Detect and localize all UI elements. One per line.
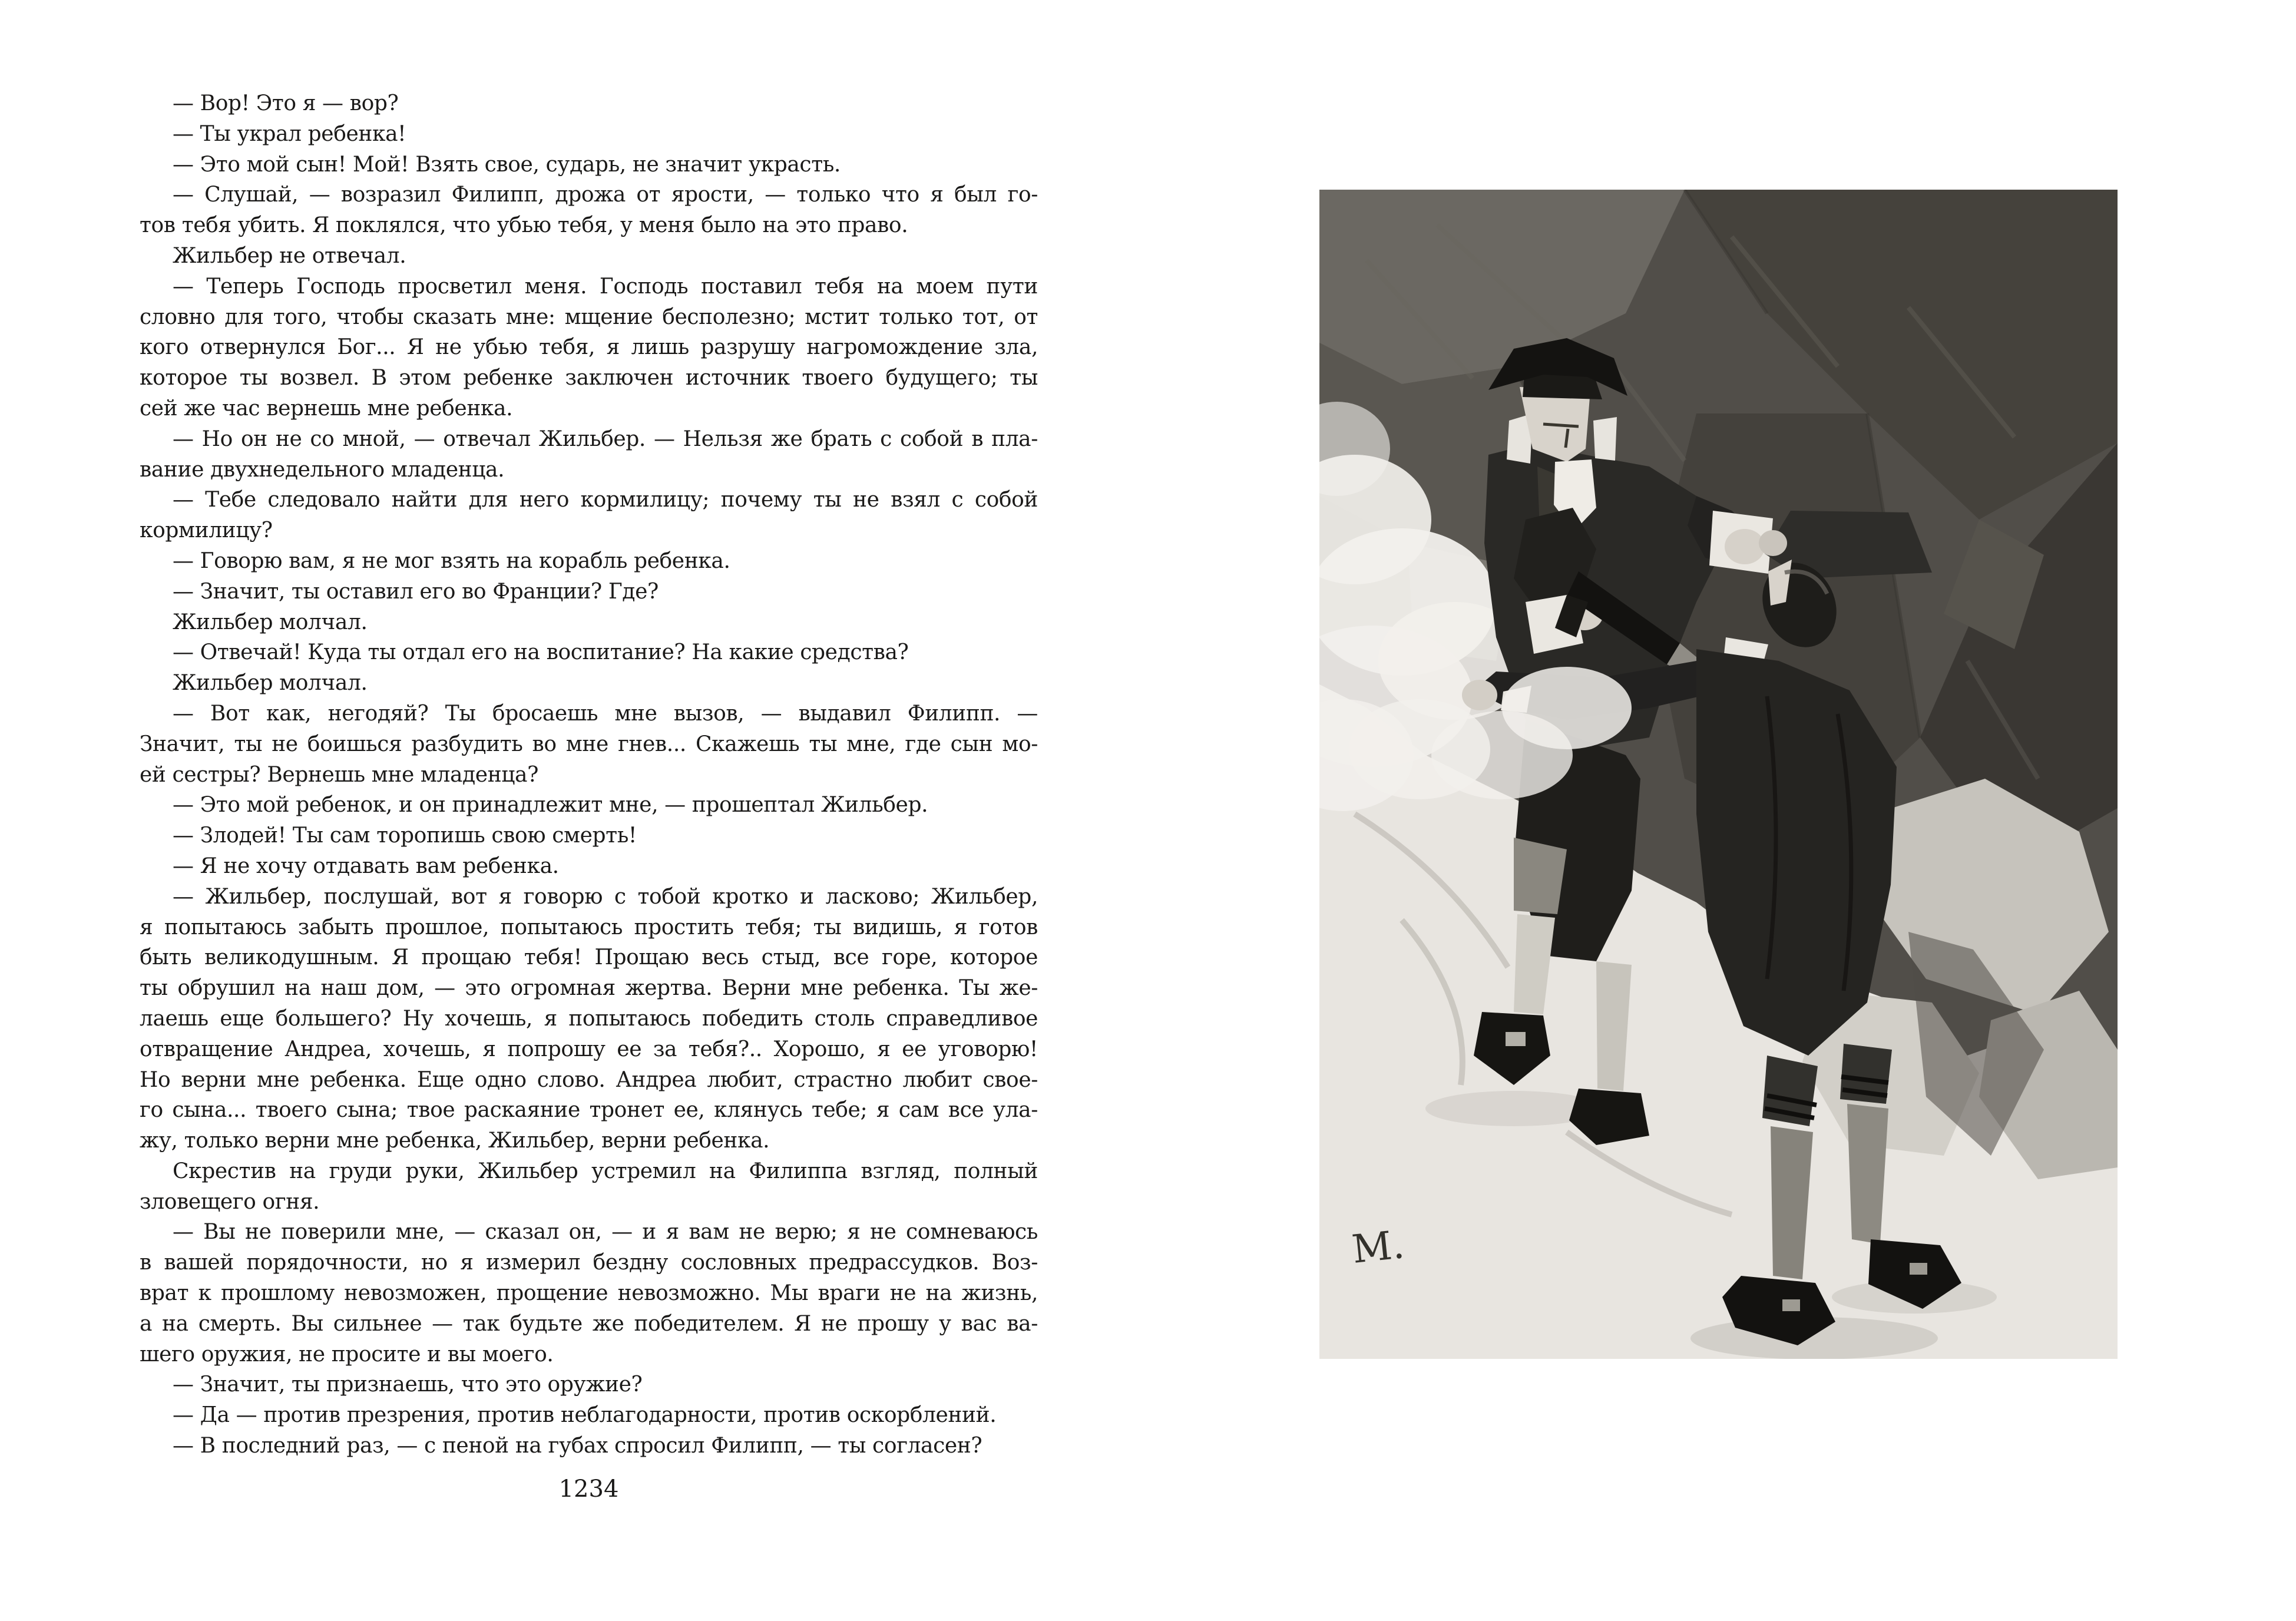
text-line: Жильбер молчал. [173, 671, 368, 696]
text-line: ей сестры? Вернешь мне младенца? [140, 762, 539, 787]
text-line: — Слушай, — возразил Филипп, дрожа от ярости, — только что я был го- [173, 183, 1038, 207]
text-line: — Отвечай! Куда ты отдал его на воспитание? На какие средства? [173, 640, 909, 665]
text-line: Жильбер не отвечал. [173, 243, 406, 268]
text-line: Значит, ты не боишься разбудить во мне гнев... Скажешь ты мне, где сын мо- [140, 732, 1038, 756]
text-line: Скрестив на груди руки, Жильбер устремил на Филиппа взгляд, полный [173, 1159, 1038, 1183]
text-line: врат к прошлому невозможен, прощение невозможно. Мы враги не на жизнь, [140, 1281, 1038, 1306]
text-line: — Вор! Это я — вор? [173, 91, 399, 115]
text-line: вание двухнедельного младенца. [140, 457, 505, 482]
text-line: Жильбер молчал. [173, 610, 368, 634]
text-line: жу, только верни мне ребенка, Жильбер, верни ребенка. [140, 1129, 770, 1153]
text-line: — Но он не со мной, — отвечал Жильбер. — Нельзя же брать с собой в пла- [173, 426, 1038, 451]
page-number: 1234 [558, 1476, 619, 1503]
text-line: зловещего огня. [140, 1189, 320, 1214]
text-line: — Вы не поверили мне, — сказал он, — и я вам не верю; я не сомневаюсь [173, 1220, 1038, 1245]
text-line: словно для того, чтобы сказать мне: мщение бесполезно; мстит только тот, от [140, 305, 1038, 329]
text-line: отвращение Андреа, хочешь, я попрошу ее за тебя?.. Хорошо, я ее уговорю! [140, 1037, 1038, 1061]
text-line: лаешь еще большего? Ну хочешь, я попытаюсь победить столь справедливое [140, 1006, 1038, 1031]
text-line: — Я не хочу отдавать вам ребенка. [173, 853, 559, 878]
text-line: — Жильбер, послушай, вот я говорю с тобой кротко и ласково; Жильбер, [173, 884, 1038, 909]
text-line: — Да — против презрения, против неблагодарности, против оскорблений. [173, 1403, 997, 1428]
text-line: — В последний раз, — с пеной на губах спросил Филипп, — ты согласен? [173, 1434, 982, 1458]
text-line: ты обрушил на наш дом, — это огромная жертва. Верни мне ребенка. Ты же- [140, 976, 1038, 1001]
text-line: — Теперь Господь просветил меня. Господь поставил тебя на моем пути [173, 274, 1038, 299]
text-line: — Это мой сын! Мой! Взять свое, сударь, не значит украсть. [173, 152, 841, 177]
text-line: сей же час вернешь мне ребенка. [140, 396, 513, 421]
text-line: тов тебя убить. Я поклялся, что убью тебя, у меня было на это право. [140, 213, 908, 238]
text-line: а на смерть. Вы сильнее — так будьте же победителем. Я не прошу у вас ва- [140, 1311, 1038, 1336]
text-line: — Это мой ребенок, и он принадлежит мне, — прошептал Жильбер. [173, 793, 928, 818]
text-line: которое ты возвел. В этом ребенке заключен источник твоего будущего; ты [140, 366, 1038, 391]
text-line: кого отвернулся Бог... Я не убью тебя, я лишь разрушу нагромождение зла, [140, 335, 1038, 360]
text-line: — Злодей! Ты сам торопишь свою смерть! [173, 823, 637, 848]
text-line: — Говорю вам, я не мог взять на корабль ребенка. [173, 548, 730, 573]
text-line: быть великодушным. Я прощаю тебя! Прощаю весь стыд, все горе, которое [140, 945, 1038, 970]
text-line: го сына... твоего сына; твое раскаяние тронет ее, клянусь тебе; я сам все ула- [140, 1098, 1038, 1123]
text-line: — Тебе следовало найти для него кормилицу; почему ты не взял с собой [173, 488, 1038, 512]
text-line: — Значит, ты оставил его во Франции? Где? [173, 579, 659, 604]
illustration-canvas [1319, 190, 2118, 1359]
text-line: шего оружия, не просите и вы моего. [140, 1342, 554, 1367]
text-line: — Ты украл ребенка! [173, 121, 406, 146]
text-line: я попытаюсь забыть прошлое, попытаюсь простить тебя; ты видишь, я готов [140, 915, 1038, 939]
text-line: — Вот как, негодяй? Ты бросаешь мне вызов, — выдавил Филипп. — [173, 701, 1038, 726]
text-line: — Значит, ты признаешь, что это оружие? [173, 1372, 643, 1397]
text-line: Но верни мне ребенка. Еще одно слово. Андреа любит, страстно любит свое- [140, 1067, 1038, 1092]
text-line: кормилицу? [140, 518, 273, 543]
artist-monogram: М. [1349, 1222, 1407, 1272]
text-block [140, 88, 1038, 1461]
text-line: в вашей порядочности, но я измерил бездну сословных предрассудков. Воз- [140, 1251, 1038, 1275]
illustration [1319, 190, 2118, 1359]
